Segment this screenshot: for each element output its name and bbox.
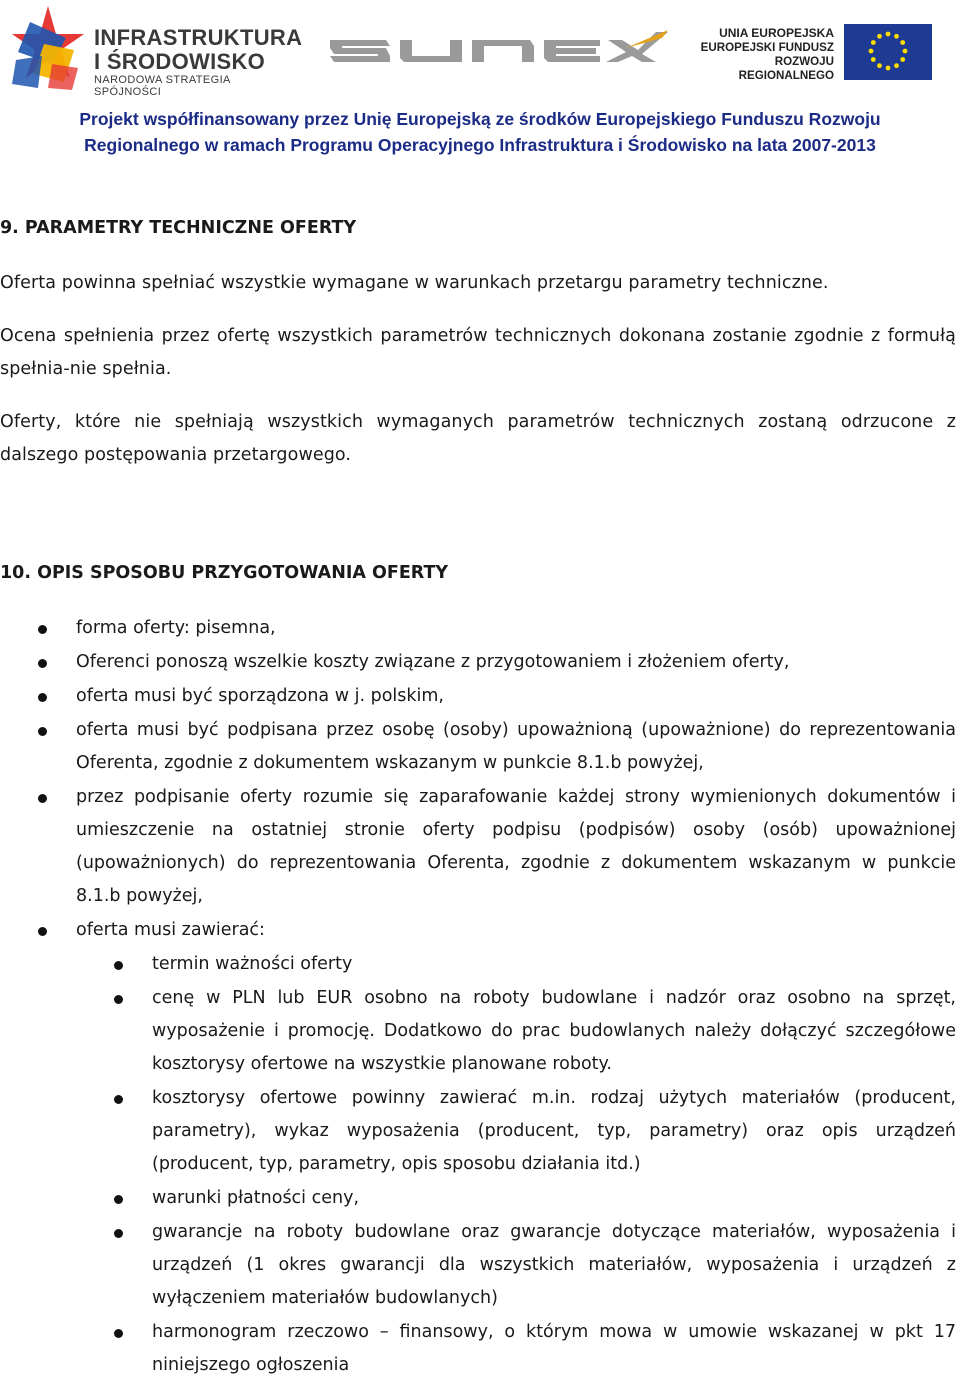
- eu-logo-text: [682, 26, 834, 83]
- bullet-icon: [38, 927, 47, 936]
- section10-heading: 10. OPIS SPOSOBU PRZYGOTOWANIA OFERTY: [0, 563, 449, 583]
- sublist-item-text: cenę w PLN lub EUR osobno na roboty budowlane i nadzór oraz osobno na sprzęt, wyposażenie i promocję. Dodatkowo do prac budowlanych należy dołączyć szczegółowe kosztorysy ofertowe na wszystkie planowane roboty.: [152, 988, 956, 1074]
- page-header: [0, 0, 960, 100]
- list-item: [0, 680, 956, 713]
- bullet-icon: [38, 794, 47, 803]
- sublist-item: [0, 1216, 956, 1315]
- section9-paragraph-1: Oferta powinna spełniać wszystkie wymagane w warunkach przetargu parametry techniczne.: [0, 273, 829, 293]
- list-item: [0, 914, 956, 947]
- bullet-icon: [38, 625, 47, 634]
- list-item: [0, 612, 956, 645]
- list-item-text: Oferenci ponoszą wszelkie koszty związane z przygotowaniem i złożeniem oferty,: [76, 652, 790, 672]
- sublist-item: [0, 1082, 956, 1181]
- star-logo-icon: [8, 4, 88, 92]
- sublist-item: [0, 948, 956, 981]
- eu-logo-line1: UNIA EUROPEJSKA: [719, 26, 834, 40]
- list-item-text: oferta musi być sporządzona w j. polskim,: [76, 686, 444, 706]
- section10-sublist: [0, 948, 956, 1382]
- list-item: [0, 781, 956, 913]
- cofinancing-line1: Projekt współfinansowany przez Unię Europejską ze środków Europejskiego Funduszu Rozwoju: [79, 109, 881, 129]
- sublist-item-text: harmonogram rzeczowo – finansowy, o którym mowa w umowie wskazanej w pkt 17 niniejszego ogłoszenia: [152, 1322, 956, 1375]
- eu-logo: [682, 24, 942, 84]
- document-body: [0, 214, 956, 1383]
- sublist-item-text: kosztorysy ofertowe powinny zawierać m.in. rodzaj użytych materiałów (producent, parametry), wykaz wyposażenia (producent, typ, parametry) oraz opis urządzeń (producent, typ, parametry, opis sposobu działania itd.): [152, 1088, 956, 1174]
- logo-left-line3: NARODOWA STRATEGIA SPÓJNOŚCI: [94, 74, 231, 98]
- eu-logo-line3: ROZWOJU REGIONALNEGO: [738, 55, 834, 82]
- bullet-icon: [114, 1229, 123, 1238]
- cofinancing-line2: Regionalnego w ramach Programu Operacyjnego Infrastruktura i Środowisko na lata 2007-2013: [84, 135, 876, 155]
- sublist-item-text: gwarancje na roboty budowlane oraz gwarancje dotyczące materiałów, wyposażenia i urządzeń (1 okres gwarancji dla wszystkich materiałów, wyposażenia i urządzeń z wyłączeniem materiałów budowlanych): [152, 1222, 956, 1308]
- sunex-logo: [326, 26, 670, 76]
- list-item-text: forma oferty: pisemna,: [76, 618, 276, 638]
- cofinancing-note: [0, 106, 960, 158]
- infrastruktura-srodowisko-logo: [8, 4, 303, 98]
- bullet-icon: [38, 727, 47, 736]
- bullet-icon: [114, 1195, 123, 1204]
- list-item: [0, 714, 956, 780]
- sunex-wordmark-icon: [326, 26, 670, 76]
- bullet-icon: [114, 961, 123, 970]
- sublist-item: [0, 1316, 956, 1382]
- list-item-text: oferta musi być podpisana przez osobę (osoby) upoważnioną (upoważnione) do reprezentowania Oferenta, zgodnie z dokumentem wskazanym w punkcie 8.1.b powyżej,: [76, 720, 956, 773]
- sublist-item-text: warunki płatności ceny,: [152, 1188, 360, 1208]
- section9-heading: 9. PARAMETRY TECHNICZNE OFERTY: [0, 218, 357, 238]
- bullet-icon: [114, 995, 123, 1004]
- section9-paragraph-2: Ocena spełnienia przez ofertę wszystkich parametrów technicznych dokonana zostanie zgodnie z formułą spełnia-nie spełnia.: [0, 326, 956, 379]
- bullet-icon: [38, 659, 47, 668]
- logo-left-line1: INFRASTRUKTURA: [94, 25, 303, 50]
- eu-flag-icon: [844, 24, 932, 80]
- bullet-icon: [114, 1095, 123, 1104]
- list-item-text: oferta musi zawierać:: [76, 920, 265, 940]
- bullet-icon: [38, 693, 47, 702]
- sublist-item: [0, 982, 956, 1081]
- eu-logo-line2: EUROPEJSKI FUNDUSZ: [700, 41, 834, 54]
- list-item-text: przez podpisanie oferty rozumie się zaparafowanie każdej strony wymienionych dokumentów i umieszczenie na ostatniej stronie oferty podpisu (podpisów) osoby (osób) upoważnionej (upoważnionych) do reprezentowania Oferenta, zgodnie z dokumentem wskazanym w punkcie 8.1.b powyżej,: [76, 787, 956, 906]
- sublist-item: [0, 1182, 956, 1215]
- list-item: [0, 646, 956, 679]
- section9-paragraph-3: Oferty, które nie spełniają wszystkich wymaganych parametrów technicznych zostaną odrzucone z dalszego postępowania przetargowego.: [0, 412, 956, 465]
- logo-left-line2: I ŚRODOWISKO: [94, 49, 266, 74]
- sublist-item-text: termin ważności oferty: [152, 954, 353, 974]
- section10-list: [0, 612, 956, 947]
- bullet-icon: [114, 1329, 123, 1338]
